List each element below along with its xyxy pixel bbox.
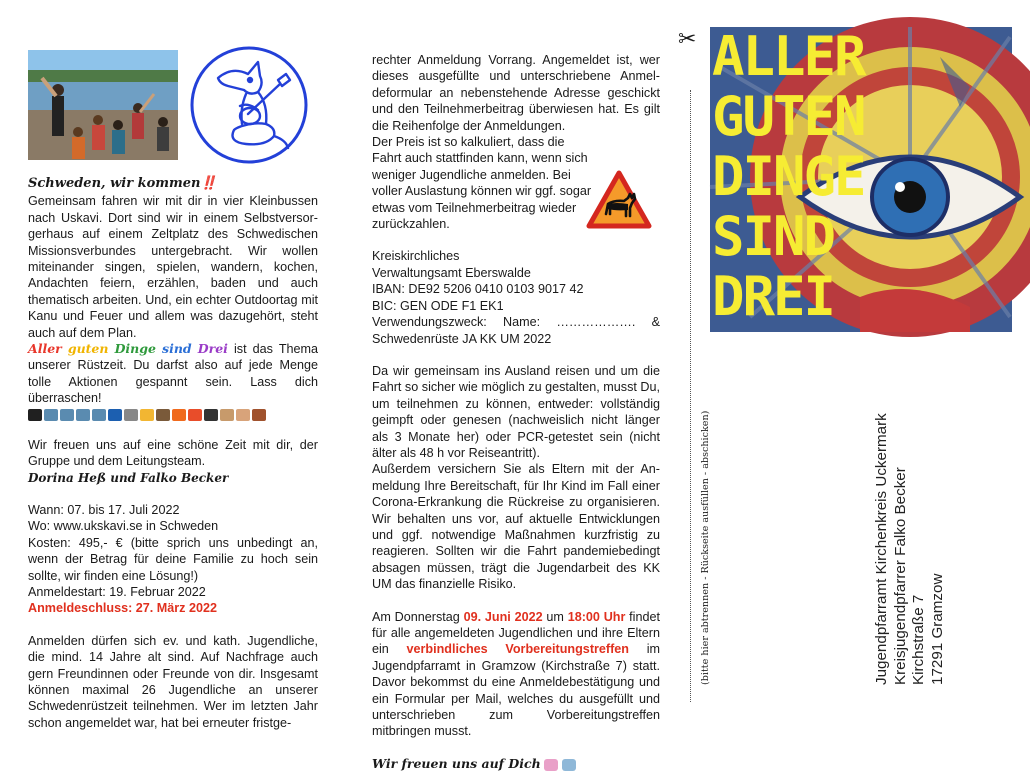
info-reg-deadline: Anmeldeschluss: 27. März 2022: [28, 601, 217, 616]
eligibility-text: Anmelden dürfen sich ev. und kath. Jugendliche, die mind. 14 Jahre alt sind. Auf Nachfrage auch gern Freundinnen oder Freunde von dir. Insgesamt können maximal 26 Jugendliche an unserer Schwedenrüstzeit teilnehmen. Wer im letzten Jahr schon angemeldet war, hat bei erneuter fristge-: [28, 633, 318, 730]
person-icon: [220, 409, 234, 421]
meeting-paragraph: [372, 609, 660, 740]
meeting-text: findet für alle angemeldeten Jugendlichen und ihre Eltern ein: [372, 609, 660, 657]
signature: Dorina Heß und Falko Becker: [28, 470, 229, 485]
emoji-row: [28, 409, 318, 421]
cover-title-line: ALLER: [712, 25, 865, 88]
cut-line: [690, 90, 691, 702]
people-emoji-icon: [562, 759, 576, 771]
scissors-icon: ✂: [678, 26, 697, 51]
theme-word-5: Drei: [197, 341, 228, 357]
bank-line: IBAN: DE92 5206 0410 0103 9017 42: [372, 282, 584, 297]
info-where: Wo: www.ukskavi.se in Schweden: [28, 519, 219, 534]
group-photo-lake: [28, 50, 178, 160]
closing-text: Wir freuen uns auf eine schöne Zeit mit dir, der Gruppe und dem Leitungsteam.: [28, 437, 318, 469]
cover-title: [710, 27, 1012, 327]
theme-paragraph: [28, 341, 318, 407]
cover-title-line: DREI: [712, 265, 835, 328]
sunglasses-icon: [204, 409, 218, 421]
flag-de-icon: [28, 409, 42, 421]
bank-details: [372, 248, 660, 346]
info-when: Wann: 07. bis 17. Juli 2022: [28, 502, 180, 517]
bank-line: BIC: GEN ODE F1 EK1: [372, 298, 504, 313]
closing-row: [372, 756, 660, 772]
meeting-text: im Jugendpfarramt in Gramzow (Kirchstraße 7) statt. Davor bekommst du eine Anmeldebestätigung und ein Formular per Mail, welches du ausgefüllt und unterschrieben zum Vorbereitungstreffen mitbringen musst.: [372, 642, 660, 739]
section-heading: Schweden, wir kommen‼️: [28, 176, 217, 191]
explosion-icon: [188, 409, 202, 421]
cut-instruction: (bitte hier abtrennen - Rückseite ausfüllen - abschicken): [700, 410, 711, 685]
flag-se-icon: [108, 409, 122, 421]
theme-word-3: Dinge: [114, 341, 156, 357]
address-line: Jugendpfarramt Kirchenkreis Uckermark: [873, 413, 890, 685]
minibus-icon: [76, 409, 90, 421]
registration-continuation: rechter Anmeldung Vorrang. Angemeldet ist, wer dieses ausgefüllte und unterschriebene Anmeldeformular an nebenstehende Adresse geschickt und den Teilnehmerbeitrag überwiesen hat. Es gilt die Reihenfolge der Anmeldungen.: [372, 53, 660, 133]
intro-paragraph: Gemeinsam fahren wir mit dir in vier Kleinbussen nach Uskavi. Dort sind wir in einem Selbstversorgerhaus auf einem Zeltplatz des Schwedischen Missionsverbundes untergebracht. Wir wollen miteinander singen, spielen, wandern, kochen, Andachten feiern, erzählen, baden und auch thematisch arbeiten. Und, ein echter Outdoortag mit Kanu und Feuer und allem was dazugehört, steht auch auf dem Plan.: [28, 194, 318, 340]
bank-line: Schwedenrüste JA KK UM 2022: [372, 331, 552, 346]
magnifier-icon: [156, 409, 170, 421]
moose-warning-sign-icon: [586, 170, 652, 230]
travel-rules: Da wir gemeinsam ins Ausland reisen und um die Fahrt so sicher wie möglich zu gestalten, musst Du, um teilnehmen zu können, entweder: vollständig geimpft oder genesen (nachweislich nicht länger als 3 Monate her) oder PCR-getestet sein (nicht älter als 48 h vor Reiseantritt).: [372, 363, 660, 460]
minibus-icon: [44, 409, 58, 421]
meeting-time: 18:00 Uhr: [567, 609, 626, 624]
bank-line: Verwendungszweck: Name: ………………. &: [372, 315, 660, 330]
closing-greeting: Wir freuen uns auf Dich: [372, 755, 541, 771]
soccer-ball-icon: [124, 409, 138, 421]
theme-word-1: Aller: [28, 341, 62, 357]
info-reg-start: Anmeldestart: 19. Februar 2022: [28, 584, 206, 599]
minibus-icon: [60, 409, 74, 421]
address-line: Kreisjugendpfarrer Falko Becker: [891, 467, 909, 685]
meeting-date: 09. Juni 2022: [463, 609, 543, 624]
insurance-note: Außerdem versichern Sie als Eltern mit der Anmeldung Ihre Bereitschaft, für Ihr Kind im Fall einer Corona-Erkrankung die Rückreise zu organisieren. Wir behalten uns vor, auf aktuelle Entwicklungen und ggf. notwendige Maßnahmen kurzfristig zu reagieren. Sollten wir die Fahrt pandemiebedingt absagen müssen, trägt die Jugendarbeit des KK UM das finanzielle Risiko.: [372, 462, 660, 592]
pray-icon: [236, 409, 250, 421]
cover-title-line: SIND: [712, 205, 835, 268]
bank-line: Kreiskirchliches: [372, 249, 460, 264]
theme-word-2: guten: [67, 341, 109, 357]
sun-icon: [140, 409, 154, 421]
address-line: 17291 Gramzow: [928, 573, 946, 685]
price-note: Der Preis ist so kalkuliert, dass die Fahrt auch stattfinden kann, wenn sich weniger Jugendliche anmelden. Bei voller Auslastung können wir ggf. sogar etwas vom Teilnehmerbeitrag wieder zurückzahlen.: [372, 135, 592, 232]
meeting-text: Am Donnerstag: [372, 609, 464, 624]
meeting-event: verbindliches Vorbereitungstreffen: [406, 642, 629, 657]
fox-guitar-logo: [188, 44, 310, 166]
mailing-address: [873, 413, 947, 685]
people-emoji-icon: [544, 759, 558, 771]
minibus-icon: [92, 409, 106, 421]
address-line: Kirchstraße 7: [910, 594, 927, 685]
cover-title-line: GUTEN: [712, 85, 865, 148]
info-costs: Kosten: 495,- € (bitte sprich uns unbedingt an, wenn der Betrag für deine Familie zu hoch sein sollte, wir finden eine Lösung!): [28, 535, 318, 583]
bank-line: Verwaltungsamt Eberswalde: [372, 265, 531, 280]
theme-word-4: sind: [162, 341, 192, 357]
cover-image: [710, 27, 1012, 332]
theme-text: ist das Thema unserer Rüstzeit. Du darfst also auf jede Menge tolle Aktionen gespannt sein. Lass dich überraschen!: [28, 342, 319, 406]
cover-title-line: DINGE: [712, 145, 865, 208]
guitar-icon: [252, 409, 266, 421]
meeting-text: um: [542, 609, 568, 624]
fire-icon: [172, 409, 186, 421]
